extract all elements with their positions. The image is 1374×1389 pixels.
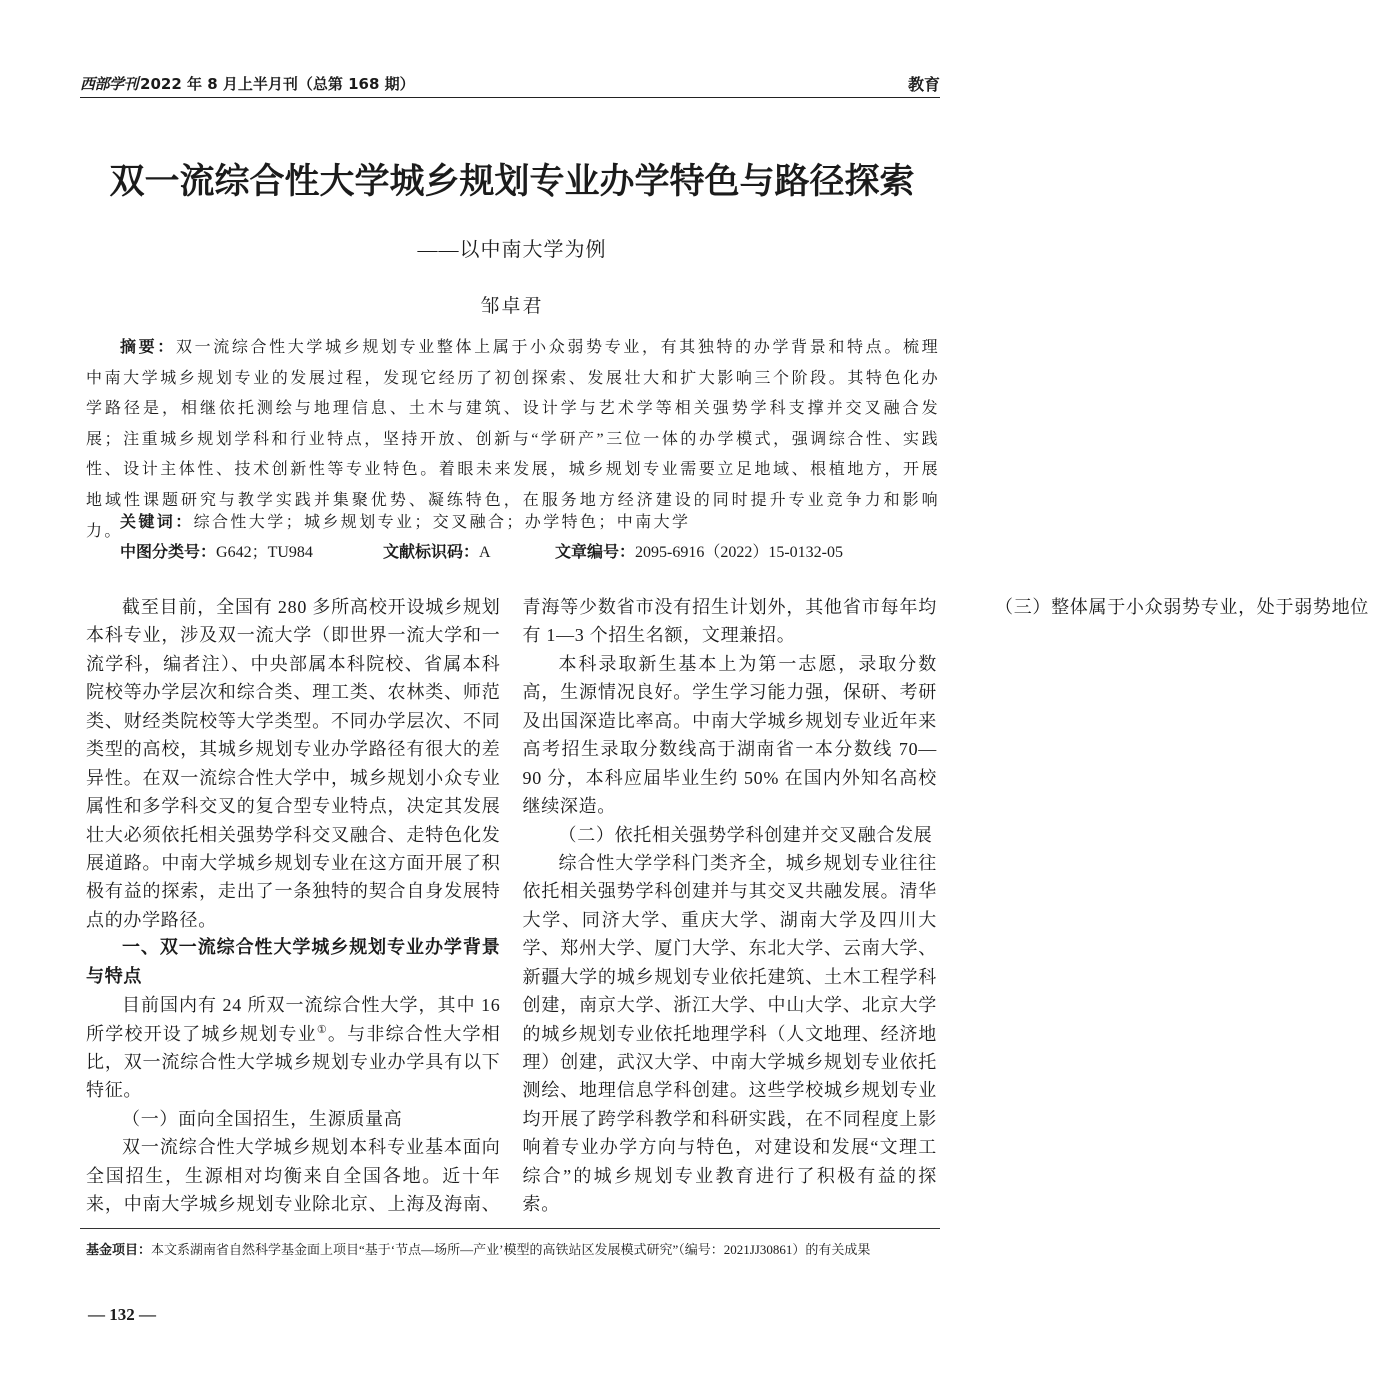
clc-number <box>120 537 313 568</box>
clc-value: G642；TU984 <box>216 544 313 561</box>
classification-line <box>0 537 1024 567</box>
intro-text-start: 截至目前，全国有 280 多所高校开设城乡规划本科专业，涉及双一流大学（ <box>86 597 501 646</box>
doc-code-label: 文献标识码： <box>383 542 480 561</box>
paper-title: 双一流综合性大学城乡规划专业办学特色与路径探索 <box>109 162 915 202</box>
footnote-mark: ① <box>316 1023 328 1036</box>
subsection2-paragraph-1: 综合性大学学科门类齐全，城乡规划专业往往依托相关强势学科创建并与其交叉共融发展。清华大学、同济大学、重庆大学、湖南大学及四川大学、郑州大学、厦门大学、东北大学、云南大学、新疆大学的城乡规划专业依托建筑、土木工程学科创建，南京大学、浙江大学、中山大学、北京大学的城乡规划专业依托地理学科（人文地理、经济地理）创建，武汉大学、中南大学城乡规划专业依托测绘、地理信息学科创建。这些学校城乡规划专业均开展了跨学科教学和科研实践，在不同程度上影响着专业办学方向与特色，对建设和发展“文理工综合”的城乡规划专业教育进行了积极有益的探索。 <box>522 852 937 1215</box>
article-number <box>555 537 843 568</box>
intro-paragraph <box>86 593 501 934</box>
page-number: — 132 — <box>88 1305 156 1324</box>
subsection-heading-3: （三）整体属于小众弱势专业，处于弱势地位 <box>995 597 1369 617</box>
subsection1-paragraph-1: 双一流综合性大学城乡规划本科专业基本面向全国招生，生源相对均衡来自全国各地。近十年来，中南大学城乡规划专业除北京、上海及海南、青海等少数省市没有招生计划外，其他省市每年均有 1—3 个招生名额，文理兼招。 <box>86 597 937 1215</box>
author-name: 邹卓君 <box>480 296 544 317</box>
section-heading-1: 一、双一流综合性大学城乡规划专业办学背景与特点 <box>86 937 501 987</box>
subsection-heading-1: （一）面向全国招生，生源质量高 <box>122 1108 403 1129</box>
keywords-text: 综合性大学；城乡规划专业；交叉融合；办学特色；中南大学 <box>193 514 691 531</box>
intro-text-end: ）、中央部属本科院校、省属本科院校等办学层次和综合类、理工类、农林类、师范类、财经类院校等大学类型。不同办学层次、不同类型的高校，其城乡规划专业办学路径有很大的差异性。在双一流综合性大学中，城乡规划小众专业属性和多学科交叉的复合型专业特点，决定其发展壮大必须依托相关强势学科交叉融合、走特色化发展道路。中南大学城乡规划专业在这方面开展了积极有益的探索，走出了一条独特的契合自身发展特点的办学路径。 <box>86 653 501 930</box>
section1-paragraph <box>86 991 501 1105</box>
keywords-label: 关键词： <box>120 512 194 531</box>
clc-label: 中图分类号： <box>120 542 217 561</box>
paper-subtitle: ——以中南大学为例 <box>417 239 607 261</box>
footnote-divider <box>80 1228 940 1229</box>
issue-info: 2022 年 8 月上半月刊（总第 168 期） <box>140 75 415 93</box>
body-columns <box>86 593 1369 1219</box>
doc-code-value: A <box>479 544 491 561</box>
section1-text-end: 。与非综合性大学相比，双一流综合性大学城乡规划专业办学具有以下特征。 <box>86 1023 501 1101</box>
funding-text: 本文系湖南省自然科学基金面上项目“基于‘节点—场所—产业’模型的高铁站区发展模式研究”（编号：2021JJ30861）的有关成果 <box>151 1242 871 1257</box>
abstract-label: 摘要： <box>120 337 176 356</box>
subsection1-paragraph-2: 本科录取新生基本上为第一志愿，录取分数高，生源情况良好。学生学习能力强，保研、考研及出国深造比率高。中南大学城乡规划专业近年来高考招生录取分数线高于湖南省一本分数线 70—90 分，本科应届毕业生约 50% 在国内外知名高校继续深造。 <box>522 653 937 817</box>
section1-text-start: 目前国内有 24 所双一流综合性大学，其中 16 所学校开设了城乡规划专业 <box>86 995 501 1044</box>
keywords <box>86 507 940 538</box>
document-code <box>383 537 491 568</box>
funding-label: 基金项目： <box>86 1243 152 1258</box>
funding-footnote <box>86 1237 940 1263</box>
subsection-heading-2: （二）依托相关强势学科创建并交叉融合发展 <box>558 824 933 845</box>
article-no-value: 2095-6916（2022）15-0132-05 <box>635 544 844 561</box>
journal-logo: 西部学刊 <box>80 75 139 93</box>
section-name: 教育 <box>907 75 940 94</box>
abstract-text: 双一流综合性大学城乡规划专业整体上属于小众弱势专业，有其独特的办学背景和特点。梳理中南大学城乡规划专业的发展过程，发现它经历了初创探索、发展壮大和扩大影响三个阶段。其特色化办学路径是，相继依托测绘与地理信息、土木与建筑、设计学与艺术学等相关强势学科支撑并交叉融合发展；注重城乡规划学科和行业特点，坚持开放、创新与“学研产”三位一体的办学模式，强调综合性、实践性、设计主体性、技术创新性等专业特色。着眼未来发展，城乡规划专业需要立足地域、根植地方，开展地域性课题研究与教学实践并集聚优势、凝练特色，在服务地方经济建设的同时提升专业竞争力和影响力。 <box>86 339 941 540</box>
article-no-label: 文章编号： <box>555 542 636 561</box>
editor-note: 即世界一流大学和一流学科，编者注 <box>86 625 501 674</box>
running-header <box>80 72 940 98</box>
